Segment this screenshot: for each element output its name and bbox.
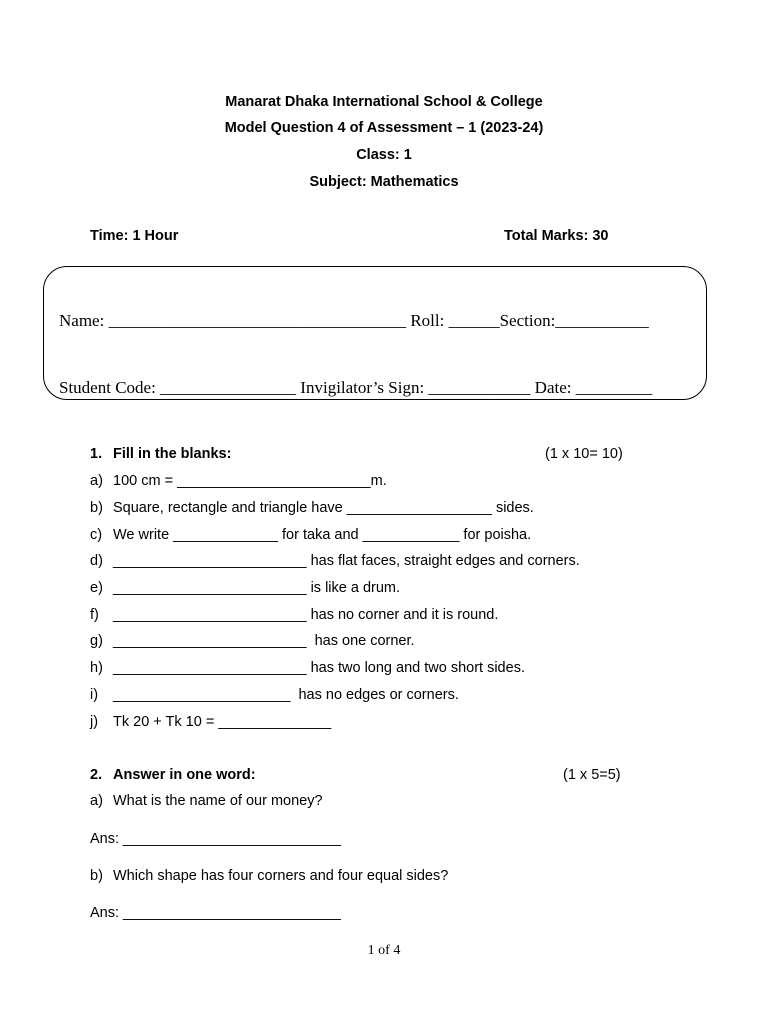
question-label: b) [90, 500, 103, 516]
question-label: j) [90, 714, 99, 730]
section2-number: 2. [90, 767, 103, 783]
subject-label: Subject: Mathematics [309, 174, 459, 190]
section2-marks: (1 x 5=5) [563, 767, 621, 783]
question-text: ________________________ has two long and two short sides. [113, 660, 525, 676]
question-text: We write _____________ for taka and ____________ for poisha. [113, 527, 532, 543]
question-text: ______________________ has no edges or corners. [113, 687, 459, 703]
question-text: 100 cm = ________________________m. [113, 473, 387, 489]
question-text: ________________________ is like a drum. [113, 580, 401, 596]
page-number: 1 of 4 [367, 943, 401, 958]
question-label: e) [90, 580, 103, 596]
question-text: What is the name of our money? [113, 793, 323, 809]
name-roll-section-line: Name: ___________________________________ Roll: ______Section:___________ [59, 311, 649, 330]
question-text: ________________________ has no corner and it is round. [113, 607, 499, 623]
question-text: ________________________ has one corner. [113, 633, 415, 649]
school-name: Manarat Dhaka International School & College [225, 94, 543, 110]
section1-marks: (1 x 10= 10) [545, 446, 623, 462]
code-sign-date-line: Student Code: ________________ Invigilator’s Sign: ____________ Date: _________ [59, 378, 653, 397]
class-label: Class: 1 [356, 147, 412, 163]
time-label: Time: 1 Hour [90, 228, 179, 244]
total-marks-label: Total Marks: 30 [504, 228, 609, 244]
question-label: h) [90, 660, 103, 676]
question-text: Which shape has four corners and four equal sides? [113, 868, 449, 884]
answer-line: Ans: ___________________________ [90, 905, 341, 921]
question-label: f) [90, 607, 99, 623]
section1-title: Fill in the blanks: [113, 446, 232, 462]
question-text: Tk 20 + Tk 10 = ______________ [113, 714, 332, 730]
question-label: d) [90, 553, 103, 569]
answer-line: Ans: ___________________________ [90, 831, 341, 847]
question-label: a) [90, 793, 103, 809]
question-label: b) [90, 868, 103, 884]
section1-number: 1. [90, 446, 103, 462]
question-label: c) [90, 527, 103, 543]
question-label: a) [90, 473, 103, 489]
question-label: i) [90, 687, 99, 703]
question-text: ________________________ has flat faces, straight edges and corners. [113, 553, 580, 569]
question-text: Square, rectangle and triangle have __________________ sides. [113, 500, 534, 516]
question-label: g) [90, 633, 103, 649]
section2-title: Answer in one word: [113, 767, 256, 783]
exam-title: Model Question 4 of Assessment – 1 (2023-24) [224, 120, 544, 136]
